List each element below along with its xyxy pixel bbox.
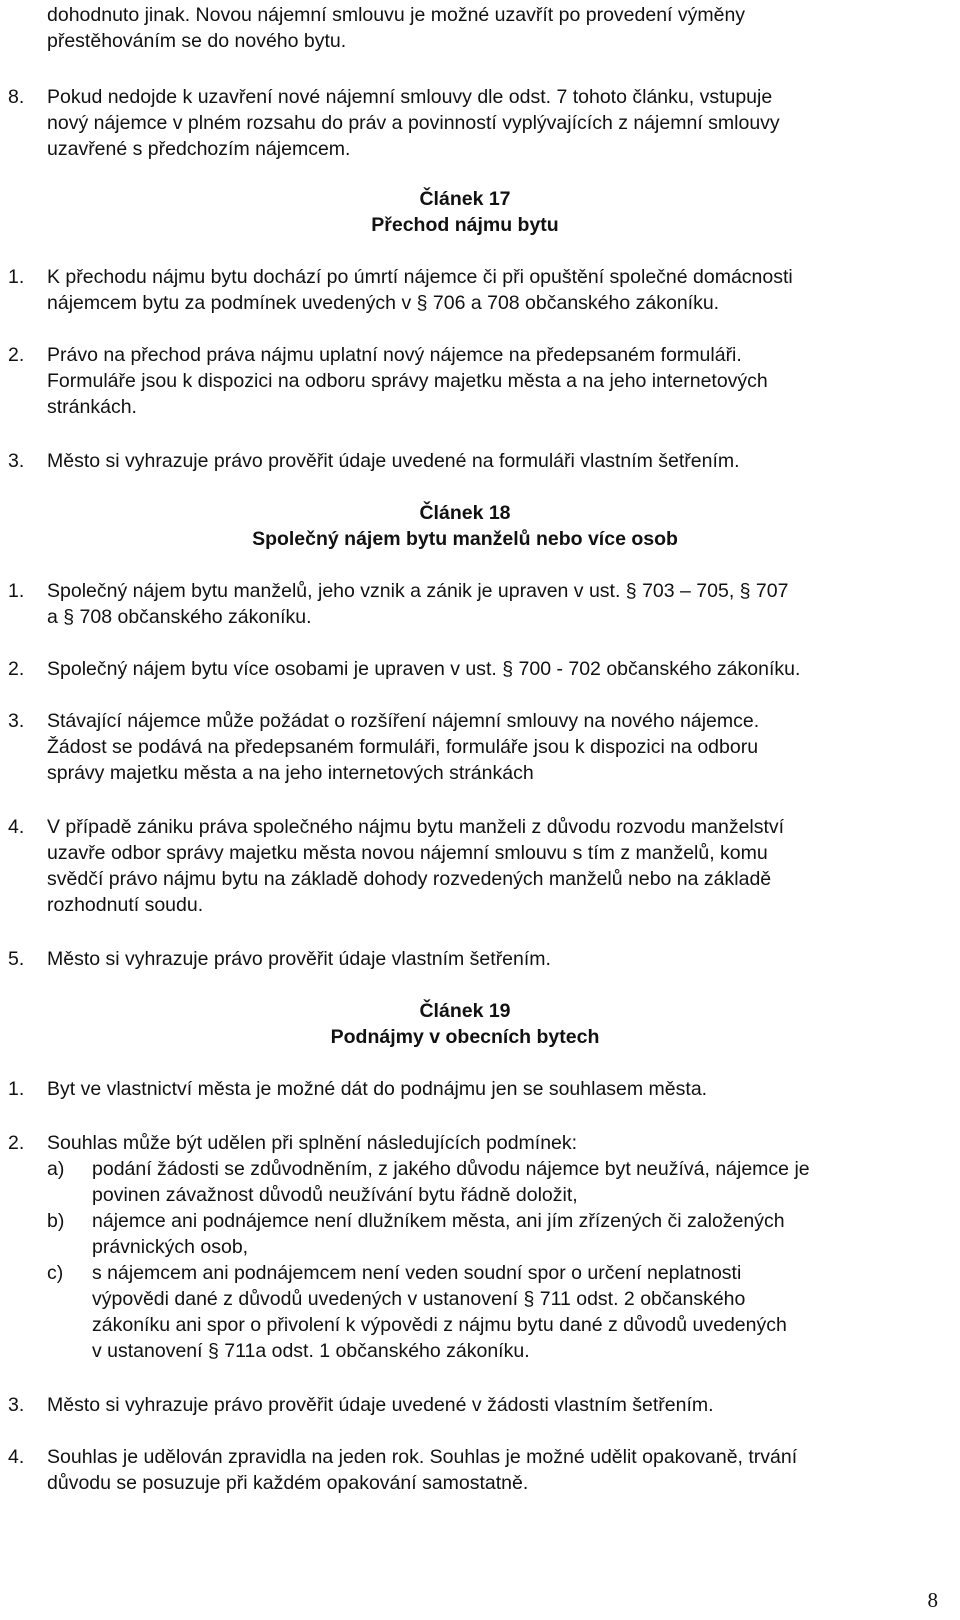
- text-line: Město si vyhrazuje právo prověřit údaje vlastním šetřením.: [47, 948, 551, 970]
- text-line: Právo na přechod práva nájmu uplatní nový nájemce na předepsaném formuláři.: [47, 344, 742, 366]
- text-line: Žádost se podává na předepsaném formuláři, formuláře jsou k dispozici na odboru: [47, 736, 759, 758]
- item-number: 1.: [8, 1078, 25, 1100]
- item-number: 2.: [8, 658, 25, 680]
- text-line: Společný nájem bytu manželů, jeho vznik a zánik je upraven v ust. § 703 – 705, § 707: [47, 580, 789, 602]
- article-title: Podnájmy v obecních bytech: [330, 1026, 600, 1048]
- text-line: důvodu se posuzuje při každém opakování samostatně.: [47, 1472, 529, 1494]
- text-line: Souhlas je udělován zpravidla na jeden rok. Souhlas je možné udělit opakovaně, trvání: [47, 1446, 798, 1468]
- text-line: Byt ve vlastnictví města je možné dát do podnájmu jen se souhlasem města.: [47, 1078, 708, 1100]
- text-line: a § 708 občanského zákoníku.: [47, 606, 312, 628]
- text-line: přestěhováním se do nového bytu.: [47, 30, 347, 52]
- item-number: 4.: [8, 1446, 25, 1468]
- text-line: svědčí právo nájmu bytu na základě dohody rozvedených manželů nebo na základě: [47, 868, 772, 890]
- text-line: Město si vyhrazuje právo prověřit údaje uvedené v žádosti vlastním šetřením.: [47, 1394, 714, 1416]
- item-number: c): [47, 1262, 64, 1284]
- item-number: 3.: [8, 450, 25, 472]
- text-line: Formuláře jsou k dispozici na odboru správy majetku města a na jeho internetových: [47, 370, 768, 392]
- text-line: Souhlas může být udělen při splnění následujících podmínek:: [47, 1132, 578, 1154]
- text-line: uzavřené s předchozím nájemcem.: [47, 138, 351, 160]
- item-number: 2.: [8, 1132, 25, 1154]
- text-line: rozhodnutí soudu.: [47, 894, 204, 916]
- text-line: správy majetku města a na jeho internetových stránkách: [47, 762, 534, 784]
- item-number: 1.: [8, 580, 25, 602]
- article-title: Společný nájem bytu manželů nebo více osob: [252, 528, 678, 550]
- text-line: Společný nájem bytu více osobami je upraven v ust. § 700 - 702 občanského zákoníku.: [47, 658, 801, 680]
- item-number: b): [47, 1210, 65, 1232]
- text-line: výpovědi dané z důvodů uvedených v ustanovení § 711 odst. 2 občanského: [92, 1288, 746, 1310]
- text-line: uzavře odbor správy majetku města novou nájemní smlouvu s tím z manželů, komu: [47, 842, 768, 864]
- page-number: 8: [927, 1588, 938, 1612]
- text-line: s nájemcem ani podnájemcem není veden soudní spor o určení neplatnosti: [92, 1262, 742, 1284]
- text-line: nájemce ani podnájemce není dlužníkem města, ani jím zřízených či založených: [92, 1210, 785, 1232]
- text-line: zákoníku ani spor o přivolení k výpovědi z nájmu bytu dané z důvodů uvedených: [92, 1314, 787, 1336]
- item-number: 8.: [8, 86, 25, 108]
- article-title: Přechod nájmu bytu: [371, 214, 559, 236]
- item-number: 5.: [8, 948, 25, 970]
- article-number: Článek 18: [419, 502, 511, 524]
- text-line: nájemcem bytu za podmínek uvedených v § 706 a 708 občanského zákoníku.: [47, 292, 720, 314]
- text-line: V případě zániku práva společného nájmu bytu manželi z důvodu rozvodu manželství: [47, 816, 785, 838]
- item-number: 3.: [8, 710, 25, 732]
- item-number: 1.: [8, 266, 25, 288]
- text-line: v ustanovení § 711a odst. 1 občanského zákoníku.: [92, 1340, 530, 1362]
- text-line: nový nájemce v plném rozsahu do práv a povinností vyplývajících z nájemní smlouvy: [47, 112, 780, 134]
- text-line: Stávající nájemce může požádat o rozšíření nájemní smlouvy na nového nájemce.: [47, 710, 760, 732]
- item-number: a): [47, 1158, 65, 1180]
- text-line: stránkách.: [47, 396, 137, 418]
- text-line: podání žádosti se zdůvodněním, z jakého důvodu nájemce byt neužívá, nájemce je: [92, 1158, 810, 1180]
- item-number: 2.: [8, 344, 25, 366]
- text-line: povinen závažnost důvodů neužívání bytu řádně doložit,: [92, 1184, 578, 1206]
- item-number: 3.: [8, 1394, 25, 1416]
- article-number: Článek 19: [419, 1000, 511, 1022]
- text-line: dohodnuto jinak. Novou nájemní smlouvu je možné uzavřít po provedení výměny: [47, 4, 746, 26]
- article-number: Článek 17: [419, 188, 511, 210]
- text-line: právnických osob,: [92, 1236, 249, 1258]
- item-number: 4.: [8, 816, 25, 838]
- text-line: Město si vyhrazuje právo prověřit údaje uvedené na formuláři vlastním šetřením.: [47, 450, 740, 472]
- text-line: K přechodu nájmu bytu dochází po úmrtí nájemce či při opuštění společné domácnosti: [47, 266, 793, 288]
- text-line: Pokud nedojde k uzavření nové nájemní smlouvy dle odst. 7 tohoto článku, vstupuje: [47, 86, 773, 108]
